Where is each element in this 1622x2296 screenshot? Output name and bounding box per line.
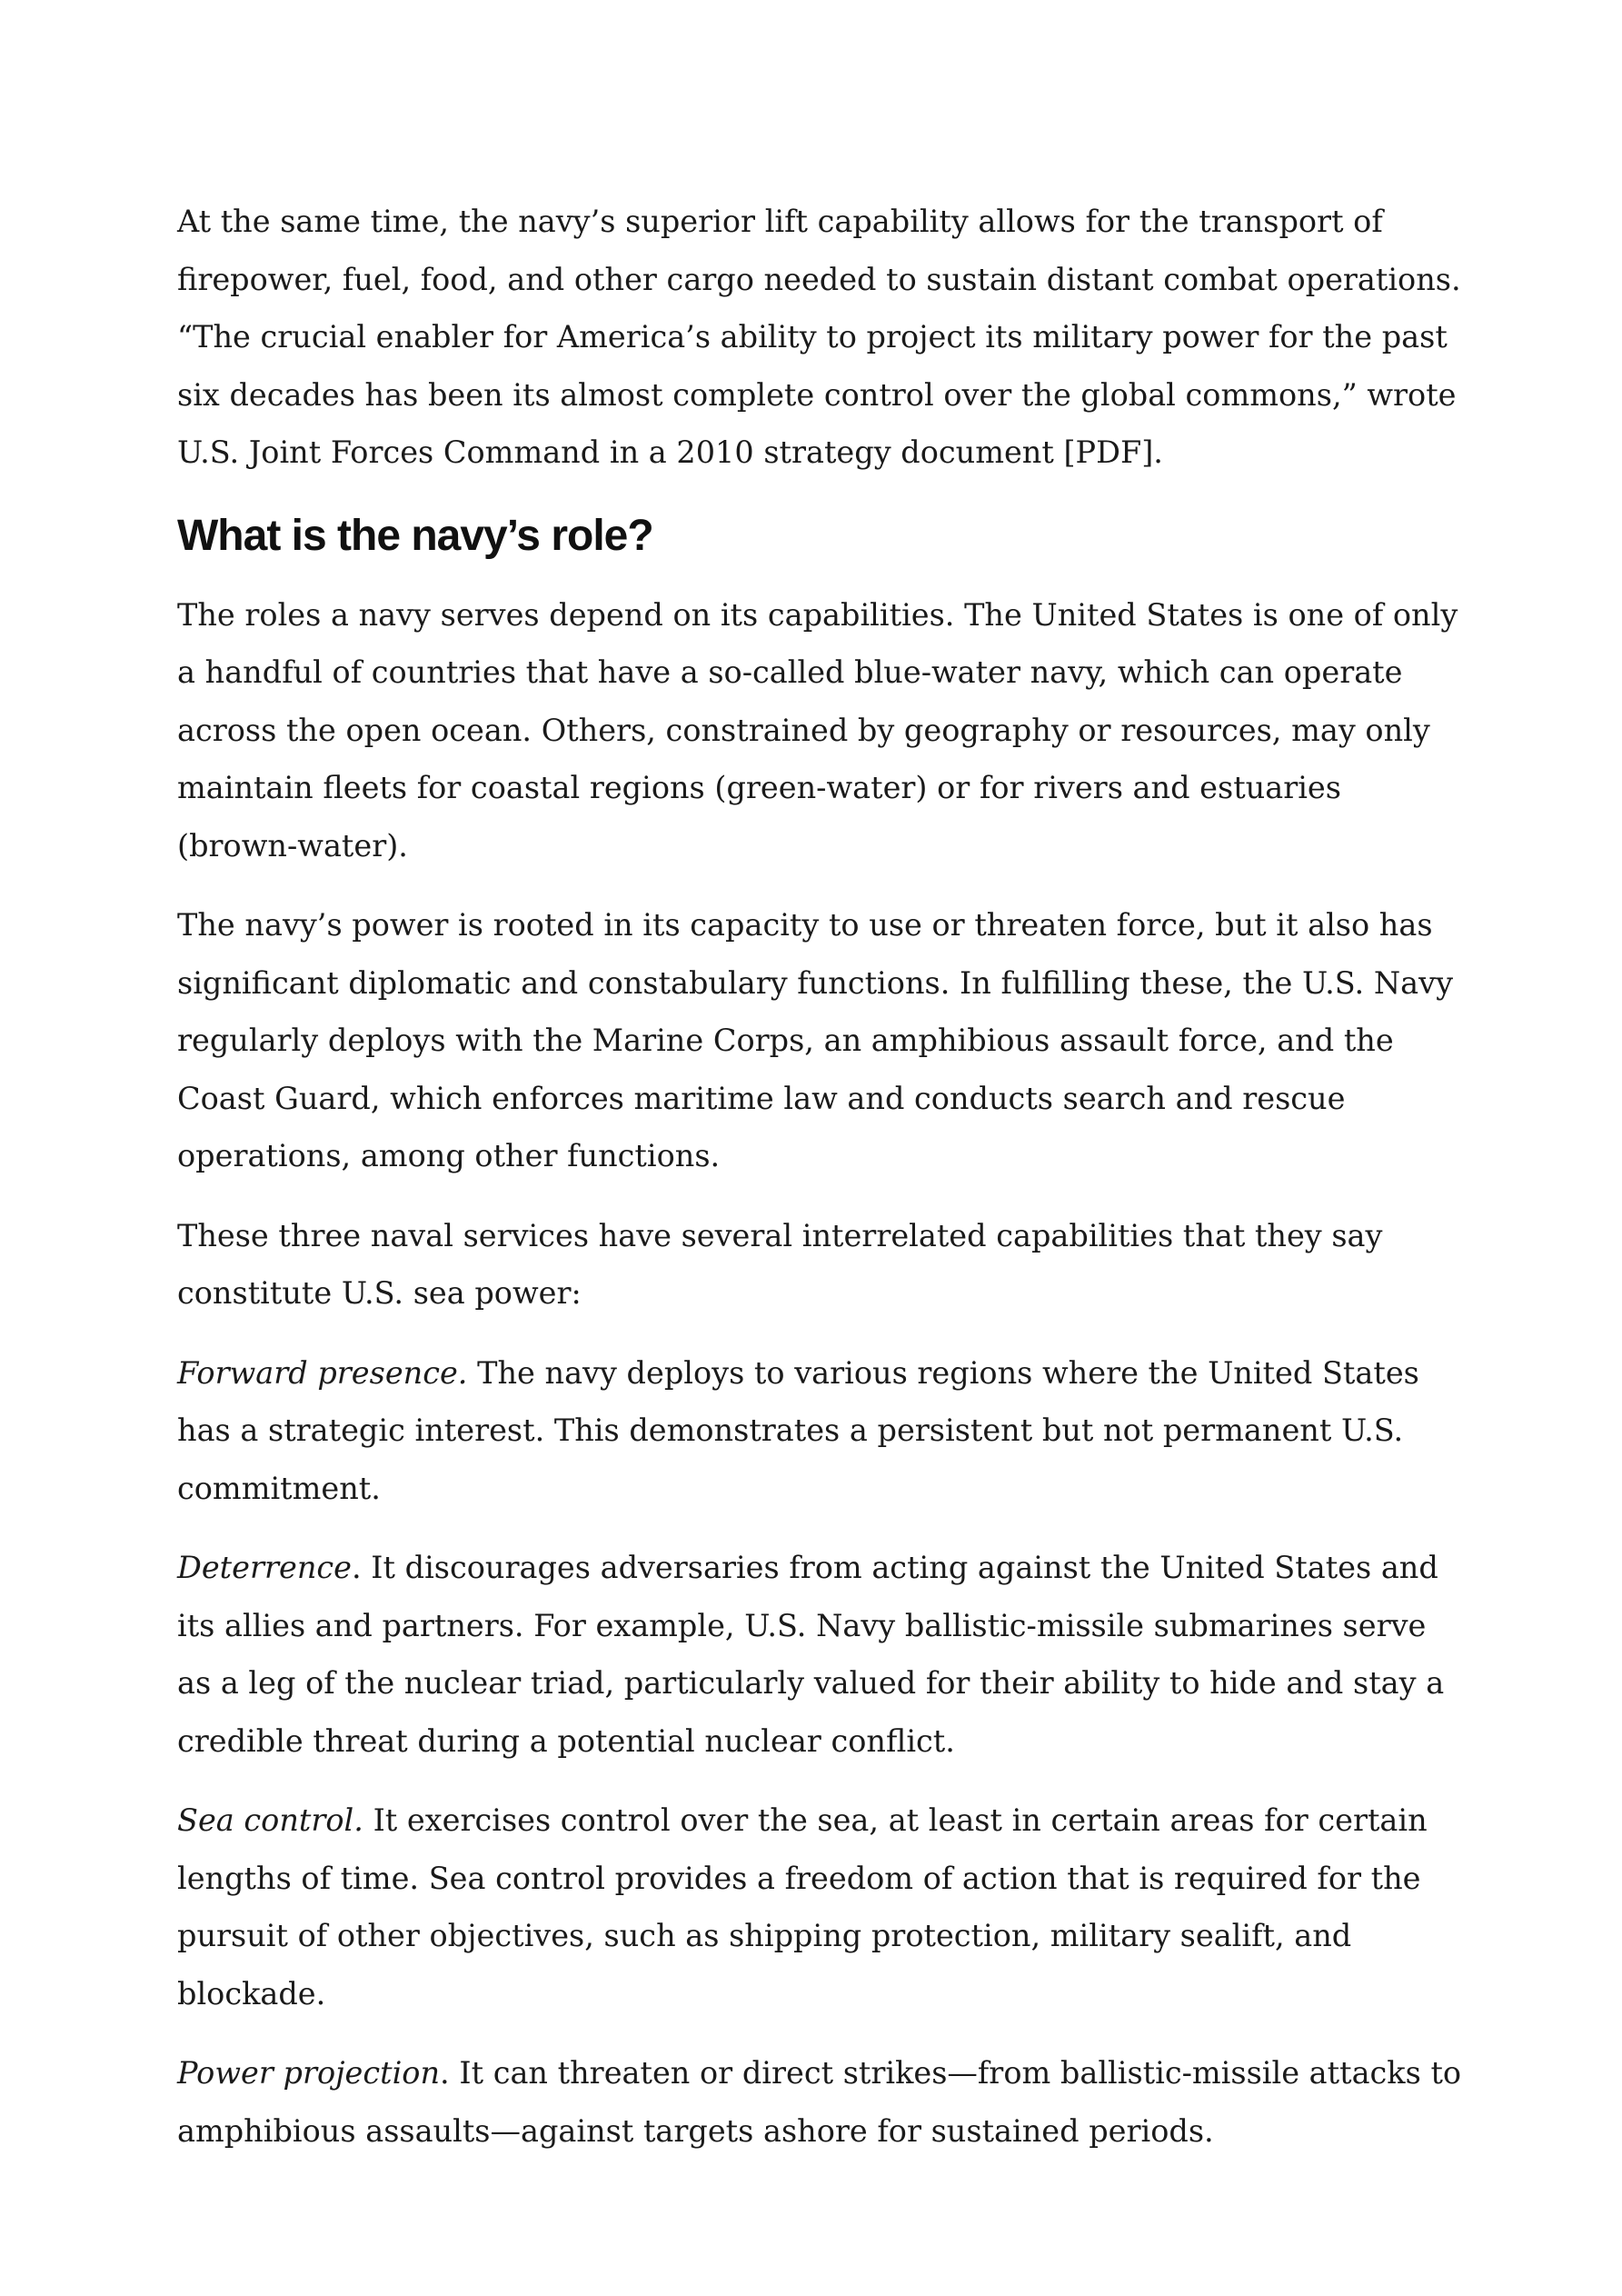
body-paragraph-services: These three naval services have several interrelated capabilities that they say constitute U.S. sea power: — [177, 1217, 1383, 1311]
body-paragraph-roles: The roles a navy serves depend on its capabilities. The United States is one of only a handful of countries that have a so-called blue-water navy, which can operate across the open ocean. Others, constrained by geography or resources, may only maintain fleets for coastal regions (green-water) or for rivers and estuaries (brown-water). — [177, 596, 1458, 863]
capability-term: Sea control. — [177, 1802, 363, 1838]
capability-description: It exercises control over the sea, at least in certain areas for certain lengths of time. Sea control provides a freedom of action that is required for the pursuit of other objectives, such as shipping protection, military sealift, and blockade. — [177, 1802, 1428, 2011]
capability-description: The navy deploys to various regions where the United States has a strategic interest. This demonstrates a persistent but not permanent U.S. commitment. — [177, 1354, 1419, 1506]
capability-term: Deterrence — [177, 1550, 352, 1585]
section-heading: What is the navy’s role? — [177, 511, 653, 560]
capability-description: . It can threaten or direct strikes—from ballistic-missile attacks to amphibious assaults—against targets ashore for sustained periods. — [177, 2055, 1462, 2149]
capability-term: Power projection — [177, 2055, 441, 2091]
article-body — [177, 193, 1468, 2181]
body-paragraph-power: The navy’s power is rooted in its capacity to use or threaten force, but it also has significant diplomatic and constabulary functions. In fulfilling these, the U.S. Navy regularly deploys with the Marine Corps, an amphibious assault force, and the Coast Guard, which enforces maritime law and conducts search and rescue operations, among other functions. — [177, 907, 1453, 1173]
capability-power-projection — [177, 2044, 1468, 2160]
capability-forward-presence — [177, 1344, 1468, 1518]
capability-term: Forward presence. — [177, 1354, 468, 1391]
capability-description: . It discourages adversaries from acting against the United States and its allies and partners. For example, U.S. Navy ballistic-missile submarines serve as a leg of the nuclear triad, particularly valued for their ability to hide and stay a credible threat during a potential nuclear conflict. — [177, 1550, 1445, 1759]
capability-sea-control — [177, 1792, 1468, 2022]
capability-deterrence — [177, 1539, 1468, 1770]
intro-paragraph: At the same time, the navy’s superior lift capability allows for the transport of firepower, fuel, food, and other cargo needed to sustain distant combat operations. “The crucial enabler for America’s ability to project its military power for the past six decades has been its almost complete control over the global commons,” wrote U.S. Joint Forces Command in a 2010 strategy document [PDF]. — [177, 204, 1461, 470]
